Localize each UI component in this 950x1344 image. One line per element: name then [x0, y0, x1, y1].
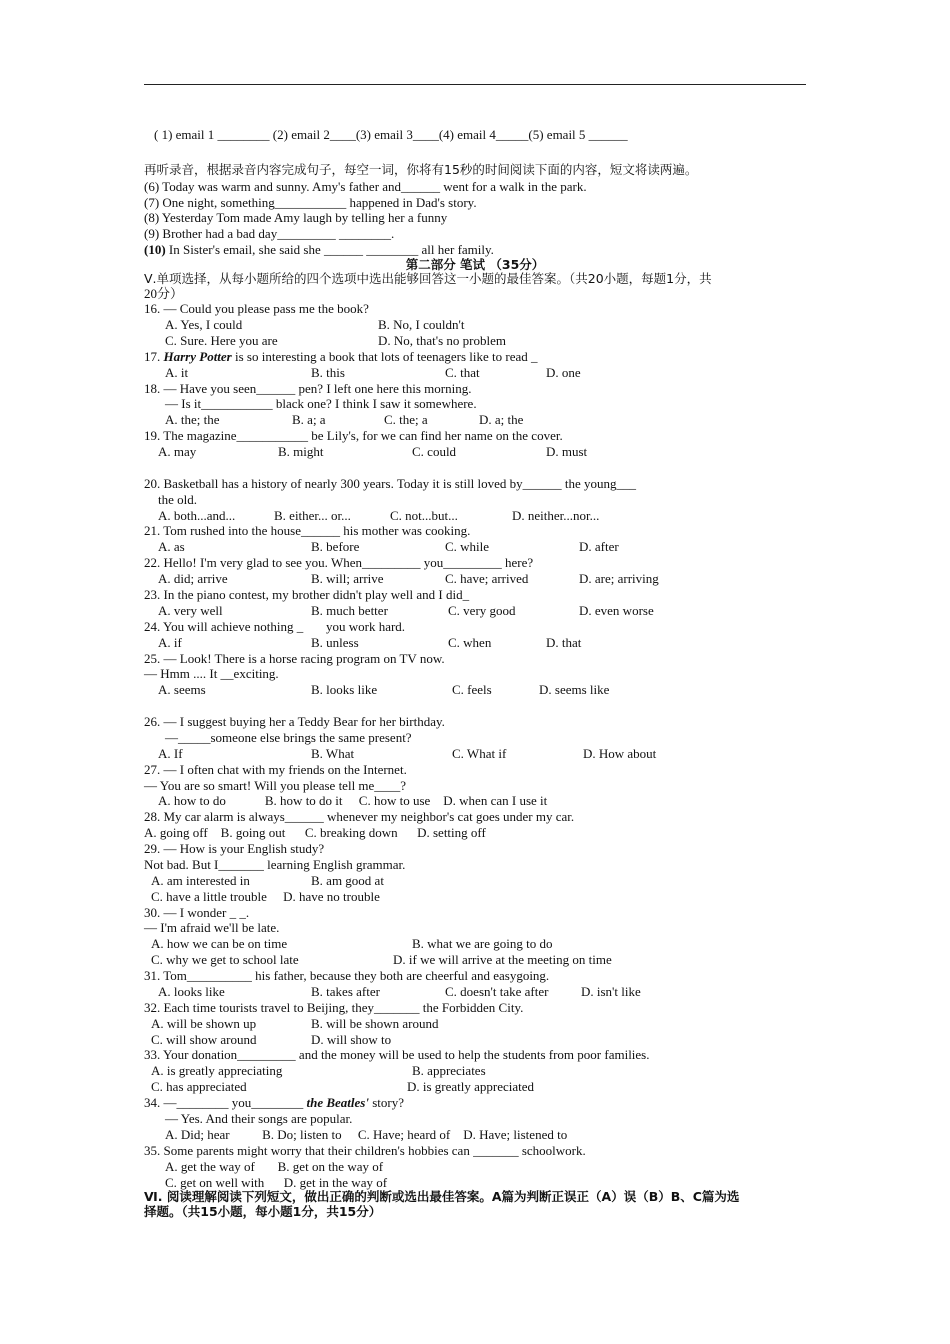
q32-option-d: D. will show to: [311, 1032, 392, 1047]
q16-option-a: A. Yes, I could: [165, 317, 243, 332]
q20-option-b: B. either... or...: [274, 508, 351, 523]
q21-stem: 21. Tom rushed into the house______ his mother was cooking.: [144, 523, 471, 538]
q24-option-d: D. that: [546, 635, 582, 650]
q19-option-c: C. could: [412, 444, 457, 459]
q23-option-b: B. much better: [311, 603, 388, 618]
email-blanks-line: ( 1) email 1 ________ (2) email 2____(3) email 3____(4) email 4_____(5) email 5 ______: [154, 127, 628, 142]
q24-option-c: C. when: [448, 635, 492, 650]
item-7: (7) One night, something___________ happened in Dad's story.: [144, 195, 477, 210]
q30-stem-2: — I'm afraid we'll be late.: [144, 920, 280, 935]
q21-option-d: D. after: [579, 539, 619, 554]
q34-band-name: the Beatles': [306, 1095, 369, 1110]
q32-option-a: A. will be shown up: [151, 1016, 257, 1031]
q16-option-b: B. No, I couldn't: [378, 317, 465, 332]
q21-option-b: B. before: [311, 539, 360, 554]
q34-stem-post: story?: [368, 1095, 404, 1110]
q22-option-b: B. will; arrive: [311, 571, 384, 586]
q30-stem: 30. — I wonder _ _.: [144, 905, 250, 920]
q20-stem: 20. Basketball has a history of nearly 300 years. Today it is still loved by______ the young___: [144, 476, 637, 491]
q22-option-a: A. did; arrive: [158, 571, 228, 586]
q33-option-b: B. appreciates: [412, 1063, 486, 1078]
q30-option-b: B. what we are going to do: [412, 936, 553, 951]
q35-options-ab: A. get the way of B. get on the way of: [165, 1159, 384, 1174]
q26-stem-2: —_____someone else brings the same present?: [165, 730, 412, 745]
q24-option-a: A. if: [158, 635, 182, 650]
q25-stem: 25. — Look! There is a horse racing program on TV now.: [144, 651, 445, 666]
q27-stem-2: — You are so smart! Will you please tell me____?: [144, 778, 407, 793]
q34-options: A. Did; hear B. Do; listen to C. Have; heard of D. Have; listened to: [165, 1127, 568, 1142]
q26-option-b: B. What: [311, 746, 355, 761]
section6-title-cont: 择题。（共15小题，每小题1分，共15分）: [144, 1204, 382, 1219]
q16-option-c: C. Sure. Here you are: [165, 333, 278, 348]
q33-option-c: C. has appreciated: [151, 1079, 247, 1094]
q18-option-c: C. the; a: [384, 412, 428, 427]
q17-option-a: A. it: [165, 365, 189, 380]
q19-stem: 19. The magazine___________ be Lily's, for we can find her name on the cover.: [144, 428, 563, 443]
q22-option-d: D. are; arriving: [579, 571, 659, 586]
q23-option-a: A. very well: [158, 603, 223, 618]
item-8: (8) Yesterday Tom made Amy laugh by telling her a funny: [144, 210, 448, 225]
item-9: (9) Brother had a bad day_________ ________.: [144, 226, 395, 241]
section5-title: Ⅴ.单项选择，从每小题所给的四个选项中选出能够回答这一小题的最佳答案。（共20小题，每题1分，共: [144, 271, 712, 286]
q27-options: A. how to do B. how to do it C. how to use D. when can I use it: [158, 793, 548, 808]
q17-option-c: C. that: [445, 365, 480, 380]
q29-stem: 29. — How is your English study?: [144, 841, 325, 856]
q32-option-c: C. will show around: [151, 1032, 257, 1047]
q31-option-d: D. isn't like: [581, 984, 641, 999]
q18-option-b: B. a; a: [292, 412, 326, 427]
q23-option-d: D. even worse: [579, 603, 654, 618]
section6-title: Ⅵ. 阅读理解阅读下列短文，做出正确的判断或选出最佳答案。A篇为判断正误正（A）误（B）B、C篇为选: [144, 1189, 740, 1204]
q17-stem-rest: is so interesting a book that lots of teenagers like to read _: [231, 349, 538, 364]
q20-option-c: C. not...but...: [390, 508, 458, 523]
q18-stem-2: — Is it___________ black one? I think I saw it somewhere.: [165, 396, 477, 411]
q31-option-b: B. takes after: [311, 984, 380, 999]
q17-option-b: B. this: [311, 365, 345, 380]
q34-stem: [144, 1095, 404, 1111]
q25-option-c: C. feels: [452, 682, 492, 697]
q33-option-a: A. is greatly appreciating: [151, 1063, 283, 1078]
q19-option-b: B. might: [278, 444, 324, 459]
q31-stem: 31. Tom__________ his father, because they both are cheerful and easygoing.: [144, 968, 550, 983]
q33-stem: 33. Your donation_________ and the money will be used to help the students from poor families.: [144, 1047, 650, 1062]
q26-stem: 26. — I suggest buying her a Teddy Bear for her birthday.: [144, 714, 445, 729]
q21-option-c: C. while: [445, 539, 490, 554]
q24-stem: 24. You will achieve nothing _ you work hard.: [144, 619, 406, 634]
q23-option-c: C. very good: [448, 603, 516, 618]
q16-stem: 16. — Could you please pass me the book?: [144, 301, 369, 316]
section5-title-cont: 20分）: [144, 286, 184, 301]
q17-stem: [144, 349, 538, 365]
q18-option-a: A. the; the: [165, 412, 220, 427]
item-10: [144, 242, 494, 258]
q30-option-d: D. if we will arrive at the meeting on time: [393, 952, 612, 967]
q26-option-d: D. How about: [583, 746, 657, 761]
q31-option-c: C. doesn't take after: [445, 984, 549, 999]
q20-stem-2: the old.: [158, 492, 197, 507]
item-6: (6) Today was warm and sunny. Amy's father and______ went for a walk in the park.: [144, 179, 587, 194]
q17-book-title: Harry Potter: [163, 349, 232, 364]
q25-option-d: D. seems like: [539, 682, 610, 697]
q19-option-d: D. must: [546, 444, 588, 459]
q20-option-d: D. neither...nor...: [512, 508, 600, 523]
item-10-number: (10): [144, 242, 166, 257]
q29-stem-2: Not bad. But I_______ learning English grammar.: [144, 857, 406, 872]
q30-option-c: C. why we get to school late: [151, 952, 299, 967]
q27-stem: 27. — I often chat with my friends on the Internet.: [144, 762, 407, 777]
q29-options-cd: C. have a little trouble D. have no trouble: [151, 889, 380, 904]
q20-option-a: A. both...and...: [158, 508, 236, 523]
q32-stem: 32. Each time tourists travel to Beijing, they_______ the Forbidden City.: [144, 1000, 524, 1015]
q26-option-a: A. If: [158, 746, 183, 761]
q25-stem-2: — Hmm .... It __exciting.: [144, 666, 279, 681]
q33-option-d: D. is greatly appreciated: [407, 1079, 535, 1094]
q28-options: A. going off B. going out C. breaking down D. setting off: [144, 825, 486, 840]
q34-stem-2: — Yes. And their songs are popular.: [165, 1111, 353, 1126]
item-10-text: In Sister's email, she said she ______ ________ all her family.: [168, 242, 494, 257]
q31-option-a: A. looks like: [158, 984, 225, 999]
q35-options-cd: C. get on well with D. get in the way of: [165, 1175, 388, 1190]
part2-heading: 第二部分 笔试 （35分）: [405, 257, 545, 272]
q35-stem: 35. Some parents might worry that their children's hobbies can _______ schoolwork.: [144, 1143, 586, 1158]
q29-option-a: A. am interested in: [151, 873, 250, 888]
q23-stem: 23. In the piano contest, my brother didn't play well and I did_: [144, 587, 470, 602]
q22-stem: 22. Hello! I'm very glad to see you. When_________ you_________ here?: [144, 555, 534, 570]
q32-option-b: B. will be shown around: [311, 1016, 439, 1031]
q30-option-a: A. how we can be on time: [151, 936, 288, 951]
q17-number: 17.: [144, 349, 164, 364]
q16-option-d: D. No, that's no problem: [378, 333, 506, 348]
q18-option-d: D. a; the: [479, 412, 524, 427]
q22-option-c: C. have; arrived: [445, 571, 529, 586]
q26-option-c: C. What if: [452, 746, 507, 761]
q17-option-d: D. one: [546, 365, 581, 380]
q19-option-a: A. may: [158, 444, 197, 459]
q18-stem: 18. — Have you seen______ pen? I left one here this morning.: [144, 381, 472, 396]
q21-option-a: A. as: [158, 539, 185, 554]
q28-stem: 28. My car alarm is always______ whenever my neighbor's cat goes under my car.: [144, 809, 575, 824]
listening-instruction: 再听录音，根据录音内容完成句子，每空一词，你将有15秒的时间阅读下面的内容，短文将读两遍。: [144, 162, 698, 177]
header-rule: [144, 84, 806, 85]
q34-stem-pre: 34. —________ you________: [144, 1095, 307, 1110]
q25-option-a: A. seems: [158, 682, 206, 697]
q24-option-b: B. unless: [311, 635, 359, 650]
q29-option-b: B. am good at: [311, 873, 384, 888]
q25-option-b: B. looks like: [311, 682, 378, 697]
